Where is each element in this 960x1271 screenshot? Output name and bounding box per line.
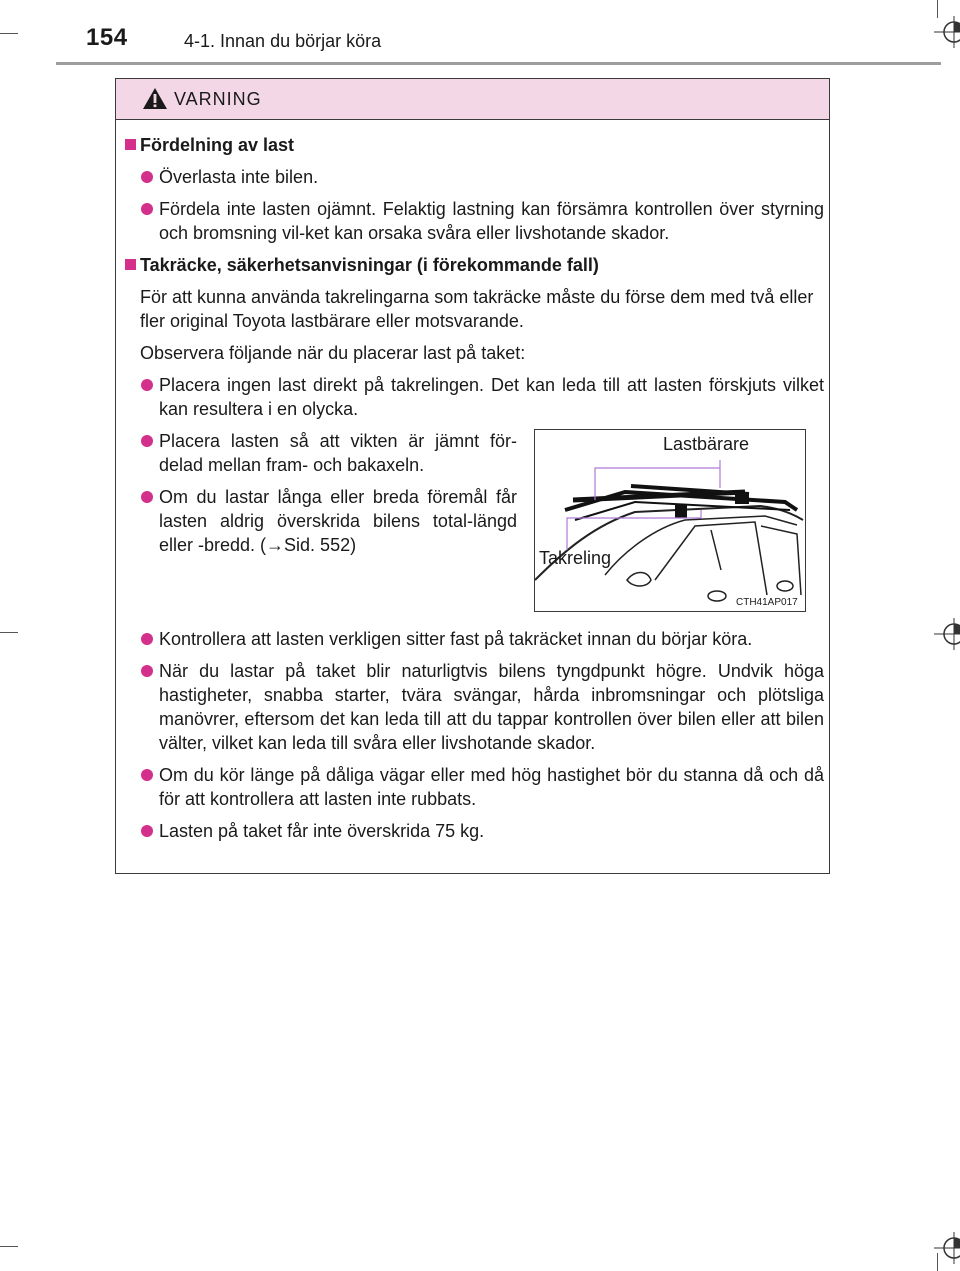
round-bullet-icon	[141, 171, 153, 183]
round-bullet-icon	[141, 665, 153, 677]
warning-triangle-icon	[142, 87, 168, 110]
section-heading-roof-rack	[125, 253, 824, 277]
list-item	[125, 165, 824, 189]
round-bullet-icon	[141, 435, 153, 447]
round-bullet-icon	[141, 379, 153, 391]
list-item	[125, 373, 824, 421]
square-bullet-icon	[125, 139, 136, 150]
figure-side-text	[125, 429, 517, 565]
list-item	[125, 627, 824, 651]
list-item	[125, 819, 824, 843]
round-bullet-icon	[141, 203, 153, 215]
registration-mark-icon	[934, 1228, 960, 1268]
round-bullet-icon	[141, 491, 153, 503]
registration-mark-icon	[934, 614, 960, 654]
figure-code: CTH41AP017	[736, 597, 798, 608]
warning-title: VARNING	[174, 89, 262, 109]
list-item-text: Lasten på taket får inte överskrida 75 kg.	[159, 821, 485, 841]
list-item-text: Om du lastar långa eller breda föremål får lasten aldrig överskrida bilens total-längd eller -bredd. (→Sid. 552)	[159, 487, 517, 555]
round-bullet-icon	[141, 633, 153, 645]
list-item	[125, 763, 824, 811]
section-heading-load	[125, 133, 824, 157]
list-item-text: När du lastar på taket blir naturligtvis bilens tyngdpunkt högre. Undvik höga hastigheter, snabba starter, tvära svängar, hårda inbromsningar och plötsliga manövrer, eftersom det kan leda till att du tappar kontrollen över bilen eller att bilen välter, vilket kan leda till svåra eller livshotande skador.	[159, 661, 824, 753]
round-bullet-icon	[141, 825, 153, 837]
car-roof-drawing	[535, 430, 806, 612]
round-bullet-icon	[141, 769, 153, 781]
list-item	[125, 429, 517, 477]
warning-content	[125, 133, 824, 851]
page-header	[0, 0, 960, 70]
section-title: 4-1. Innan du börjar köra	[184, 31, 382, 51]
roof-rack-illustration	[534, 429, 806, 612]
bullets-with-figure	[125, 429, 824, 627]
list-item	[125, 659, 824, 755]
heading-text: Takräcke, säkerhetsanvisningar (i förekommande fall)	[140, 255, 599, 275]
list-item	[125, 485, 517, 557]
square-bullet-icon	[125, 259, 136, 270]
note-paragraph: Observera följande när du placerar last på taket:	[140, 343, 526, 363]
page-number: 154	[86, 24, 128, 51]
list-item-text: Placera lasten så att vikten är jämnt för-delad mellan fram- och bakaxeln.	[159, 431, 517, 475]
trim-mark	[0, 1246, 18, 1247]
trim-mark	[0, 632, 18, 633]
list-item-text: Placera ingen last direkt på takrelingen. Det kan leda till att lasten förskjuts vilket kan resultera i en olycka.	[159, 375, 824, 419]
list-item-text: Överlasta inte bilen.	[159, 167, 319, 187]
header-divider	[56, 62, 941, 65]
list-item-text: Om du kör länge på dåliga vägar eller med hög hastighet bör du stanna då och då för att kontrollera att lasten inte rubbats.	[159, 765, 824, 809]
heading-text: Fördelning av last	[140, 135, 295, 155]
carrier-label: Lastbärare	[663, 434, 750, 454]
intro-paragraph: För att kunna använda takrelingarna som takräcke måste du förse dem med två eller fler original Toyota lastbärare eller motsvarande.	[140, 287, 814, 331]
warning-box	[115, 78, 830, 874]
roof-rail-label: Takreling	[539, 548, 612, 568]
list-item-text: Kontrollera att lasten verkligen sitter fast på takräcket innan du börjar köra.	[159, 629, 753, 649]
warning-header	[116, 79, 829, 120]
list-item	[125, 197, 824, 245]
list-item-text: Fördela inte lasten ojämnt. Felaktig lastning kan försämra kontrollen över styrning och bromsning vil-ket kan orsaka svåra eller livshotande skador.	[159, 199, 824, 243]
